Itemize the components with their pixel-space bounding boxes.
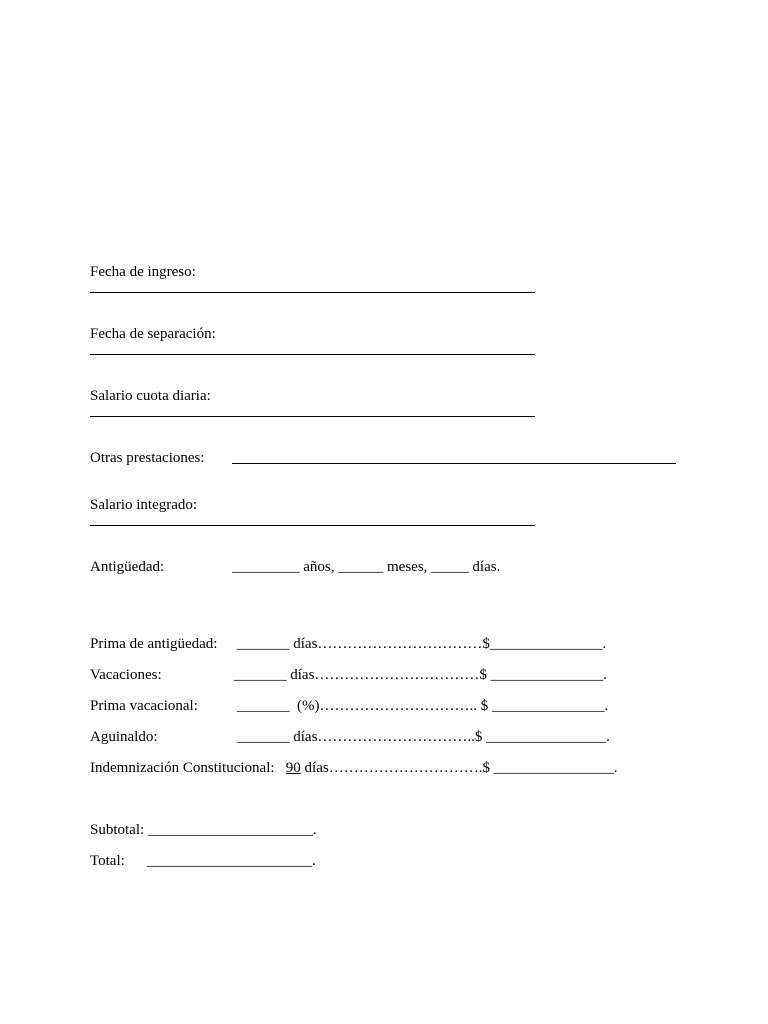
total-label: Total: (90, 853, 125, 869)
indemnizacion-days: 90 (285, 760, 301, 776)
fecha-ingreso-label: Fecha de ingreso: (90, 264, 196, 280)
salario-integrado-label: Salario integrado: (90, 497, 198, 513)
fecha-separacion-blank[interactable] (90, 354, 535, 355)
aguinaldo-label: Aguinaldo: (90, 729, 158, 745)
total-value: ______________________. (147, 853, 316, 869)
indemnizacion-detail: días………………………….$ ________________. (300, 760, 618, 776)
indemnizacion-row (90, 759, 617, 777)
fecha-ingreso-blank[interactable] (90, 292, 535, 293)
prima-vacacional-label: Prima vacacional: (90, 698, 198, 714)
salario-cuota-blank[interactable] (90, 416, 535, 417)
vacaciones-label: Vacaciones: (90, 667, 162, 683)
otras-prestaciones-blank[interactable] (232, 463, 676, 464)
prima-antiguedad-label: Prima de antigüedad: (90, 636, 218, 652)
aguinaldo-detail: _______ días…………………………..$ ________________. (237, 729, 610, 745)
antiguedad-label: Antigüedad: (90, 559, 165, 575)
prima-vacacional-detail: _______ (%)………………………….. $ _______________. (237, 698, 609, 714)
vacaciones-detail: _______ días……………………………$ _______________. (234, 667, 607, 683)
indemnizacion-label: Indemnización Constitucional: (90, 760, 275, 776)
salario-cuota-label: Salario cuota diaria: (90, 388, 211, 404)
subtotal-line: Subtotal: ______________________. (90, 822, 317, 838)
salario-integrado-blank[interactable] (90, 525, 535, 526)
prima-antiguedad-detail: _______ días……………………………$_______________. (237, 636, 607, 652)
antiguedad-value: _________ años, ______ meses, _____ días. (232, 559, 501, 575)
otras-prestaciones-label: Otras prestaciones: (90, 450, 205, 466)
fecha-separacion-label: Fecha de separación: (90, 326, 216, 342)
